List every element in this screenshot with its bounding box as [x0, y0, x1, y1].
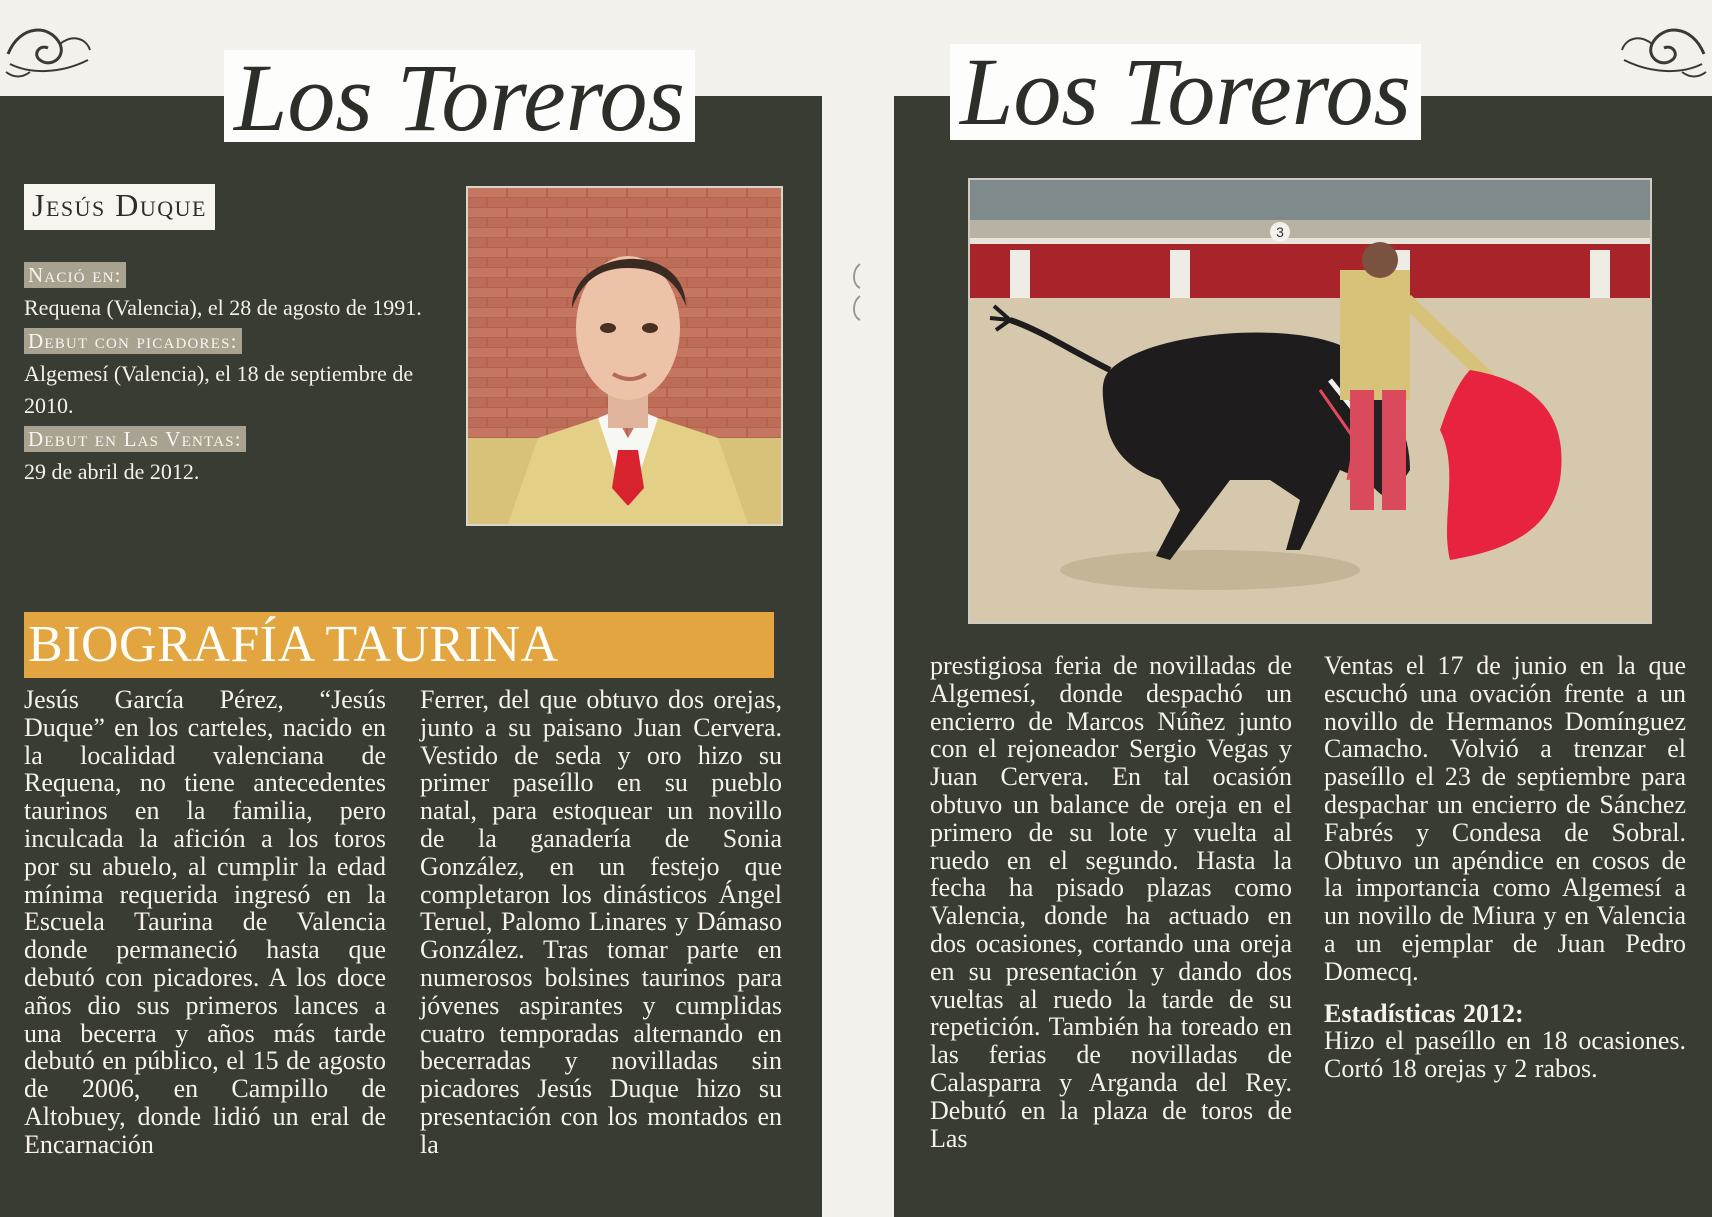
biography-column-4 — [1324, 652, 1686, 1083]
biography-column-1: Jesús García Pérez, “Jesús Duque” en los carteles, nacido en la localidad valenciana de Requena, no tiene antecedentes taurinos en la familia, pero inculcada la afición a los toros por su abuelo, al cumplir la edad mínima requerida ingresó en la Escuela Taurina de Valencia donde permaneció hasta que debutó con picadores. A los doce años dio sus primeros lances a una becerra y años más tarde debutó en público, el 15 de agosto de 2006, en Campillo de Altobuey, donde lidió un eral de Encarnación — [24, 685, 386, 1159]
flourish-ornament-icon — [0, 14, 96, 86]
biography-column-2: Ferrer, del que obtuvo dos orejas, junto a su paisano Juan Cervera. Vestido de seda y oro hizo su primer paseíllo en su pueblo natal, para estoquear un novillo de la ganadería de Sonia González, en un festejo que completaron los dinásticos Ángel Teruel, Palomo Linares y Dámaso González. Tras tomar parte en numerosos bolsines taurinos para jóvenes aspirantes y cumplidas cuatro temporadas alternando en becerradas y novilladas sin picadores Jesús Duque hizo su presentación con los montados en la — [420, 685, 782, 1159]
biography-column-3: prestigiosa feria de novilladas de Algemesí, donde despachó un encierro de Marcos Núñez junto con el rejoneador Sergio Vegas y Juan Cervera. En tal ocasión obtuvo un balance de oreja en el primero de su lote y vuelta al ruedo en el segundo. Hasta la fecha ha pisado plazas como Valencia, donde ha actuado en dos ocasiones, cortando una oreja en su presentación y dando dos vueltas al ruedo la tarde de su repetición. También ha toreado en las ferias de novilladas de Calasparra y Arganda del Rey. Debutó en la plaza de toros de Las — [930, 651, 1292, 1153]
fact-debut-picadores — [24, 328, 444, 422]
section-title: BIOGRAFÍA TAURINA — [24, 612, 774, 678]
masthead-title: Los Toreros — [950, 44, 1421, 140]
torero-name: Jesús Duque — [24, 184, 215, 230]
torero-portrait-photo — [466, 186, 783, 526]
facts-list — [24, 262, 444, 492]
arena-gate-number: 3 — [1276, 224, 1284, 240]
right-page — [860, 0, 1712, 1217]
fact-label: Nació en: — [24, 262, 126, 288]
left-page — [0, 0, 850, 1217]
biography-text: Ventas el 17 de junio en la que escuchó una ovación frente a un novillo de Hermanos Domínguez Camacho. Volvió a trenzar el paseíllo el 23 de septiembre para despachar un encierro de Sánchez Fabrés y Condesa de Sobral. Obtuvo un apéndice en cosos de la importancia como Algemesí a un novillo de Miura y en Valencia a un ejemplar de Juan Pedro Domecq. — [1324, 651, 1686, 986]
fact-debut-ventas — [24, 426, 444, 488]
fact-birth — [24, 262, 444, 324]
fact-value: Requena (Valencia), el 28 de agosto de 1991. — [24, 295, 422, 320]
fact-label: Debut en Las Ventas: — [24, 426, 246, 452]
stats-text: Hizo el paseíllo en 18 ocasiones. Cortó 18 orejas y 2 rabos. — [1324, 1026, 1686, 1084]
bullfight-action-photo — [968, 178, 1652, 624]
fact-label: Debut con picadores: — [24, 328, 242, 354]
flourish-ornament-icon — [1616, 14, 1712, 86]
stats-heading: Estadísticas 2012: — [1324, 998, 1524, 1028]
masthead-title: Los Toreros — [224, 50, 695, 142]
fact-value: 29 de abril de 2012. — [24, 459, 200, 484]
fact-value: Algemesí (Valencia), el 18 de septiembre de 2010. — [24, 361, 414, 418]
